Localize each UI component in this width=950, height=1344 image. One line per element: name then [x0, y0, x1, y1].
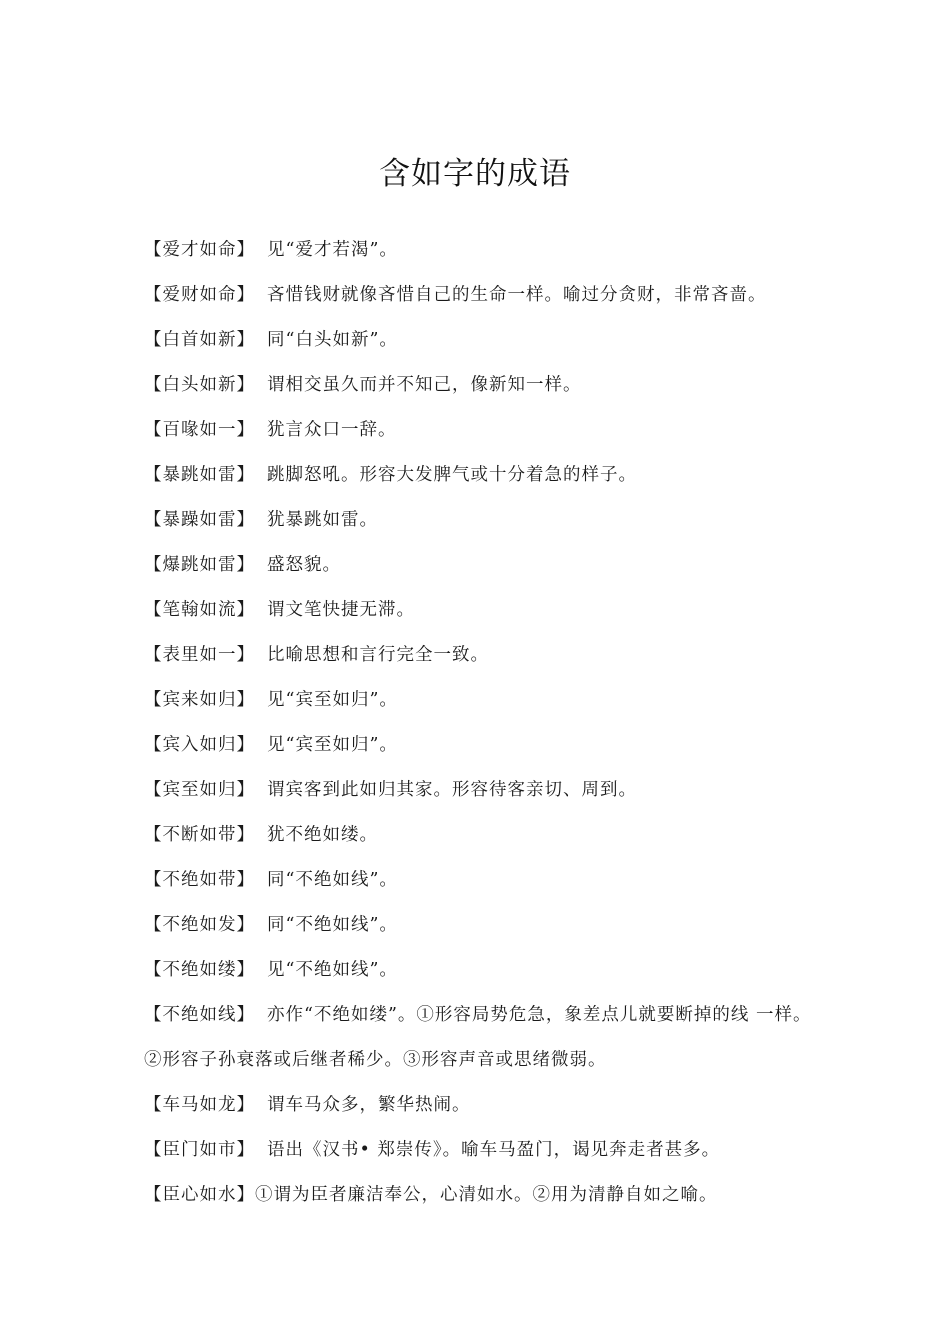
idiom-term: 【爱财如命】: [144, 285, 255, 305]
idiom-term: 【暴跳如雷】: [144, 465, 255, 485]
idiom-definition: 谓相交虽久而并不知己，像新知一样。: [267, 375, 582, 395]
idiom-definition: 见“宾至如归”。: [267, 690, 398, 710]
idiom-term: 【不绝如发】: [144, 915, 255, 935]
list-item: [144, 543, 814, 588]
idiom-definition: 谓宾客到此如归其家。形容待客亲切、周到。: [267, 780, 637, 800]
idiom-term: 【臣心如水】: [144, 1185, 255, 1205]
idiom-term: 【宾至如归】: [144, 780, 255, 800]
idiom-definition: 同“白头如新”。: [267, 330, 398, 350]
list-item: [144, 993, 814, 1083]
idiom-list: [144, 228, 814, 1218]
list-item: [144, 903, 814, 948]
idiom-definition: 见“宾至如归”。: [267, 735, 398, 755]
idiom-term: 【笔翰如流】: [144, 600, 255, 620]
list-item: [144, 1083, 814, 1128]
idiom-definition: 谓车马众多，繁华热闹。: [267, 1095, 471, 1115]
idiom-definition: 比喻思想和言行完全一致。: [267, 645, 489, 665]
idiom-definition: ①谓为臣者廉洁奉公，心清如水。②用为清静自如之喻。: [255, 1185, 718, 1205]
idiom-definition: 同“不绝如线”。: [267, 915, 398, 935]
list-item: [144, 723, 814, 768]
idiom-definition: 跳脚怒吼。形容大发脾气或十分着急的样子。: [267, 465, 637, 485]
list-item: [144, 948, 814, 993]
idiom-definition: 犹言众口一辞。: [267, 420, 397, 440]
idiom-term: 【暴躁如雷】: [144, 510, 255, 530]
list-item: [144, 408, 814, 453]
idiom-definition: 亦作“不绝如缕”。①形容局势危急，象差点儿就要断掉的线 一样。②形容子孙衰落或后继者稀少。③形容声音或思绪微弱。: [144, 1005, 812, 1070]
page-title: 含如字的成语: [379, 156, 571, 192]
idiom-definition: 谓文笔快捷无滞。: [267, 600, 415, 620]
idiom-term: 【不绝如缕】: [144, 960, 255, 980]
list-item: [144, 363, 814, 408]
list-item: [144, 678, 814, 723]
list-item: [144, 318, 814, 363]
idiom-definition: 犹暴跳如雷。: [267, 510, 378, 530]
list-item: [144, 498, 814, 543]
idiom-definition: 吝惜钱财就像吝惜自己的生命一样。喻过分贪财，非常吝啬。: [267, 285, 767, 305]
idiom-term: 【不断如带】: [144, 825, 255, 845]
idiom-term: 【不绝如带】: [144, 870, 255, 890]
list-item: [144, 453, 814, 498]
idiom-term: 【臣门如市】: [144, 1140, 255, 1160]
idiom-definition: 犹不绝如缕。: [267, 825, 378, 845]
list-item: [144, 768, 814, 813]
idiom-term: 【宾入如归】: [144, 735, 255, 755]
list-item: [144, 858, 814, 903]
idiom-term: 【宾来如归】: [144, 690, 255, 710]
idiom-definition: 盛怒貌。: [267, 555, 341, 575]
idiom-term: 【不绝如线】: [144, 1005, 255, 1025]
list-item: [144, 273, 814, 318]
idiom-definition: 语出《汉书• 郑崇传》。喻车马盈门，谒见奔走者甚多。: [267, 1140, 721, 1160]
list-item: [144, 633, 814, 678]
idiom-definition: 见“不绝如线”。: [267, 960, 398, 980]
idiom-term: 【爱才如命】: [144, 240, 255, 260]
idiom-term: 【爆跳如雷】: [144, 555, 255, 575]
idiom-term: 【车马如龙】: [144, 1095, 255, 1115]
list-item: [144, 588, 814, 633]
idiom-term: 【表里如一】: [144, 645, 255, 665]
list-item: [144, 1173, 814, 1218]
idiom-definition: 同“不绝如线”。: [267, 870, 398, 890]
idiom-term: 【白首如新】: [144, 330, 255, 350]
idiom-term: 【百喙如一】: [144, 420, 255, 440]
list-item: [144, 813, 814, 858]
list-item: [144, 1128, 814, 1173]
idiom-definition: 见“爱才若渴”。: [267, 240, 398, 260]
idiom-term: 【白头如新】: [144, 375, 255, 395]
list-item: [144, 228, 814, 273]
